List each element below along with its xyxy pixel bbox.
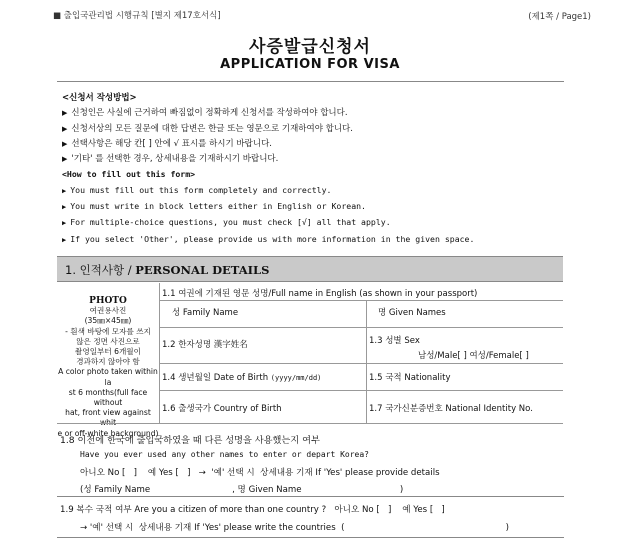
surname-field[interactable]: 성 Family Name (172, 308, 239, 318)
form-title-korean: 사증발급신청서 (249, 37, 371, 57)
photo-line: hat, front view against whit (65, 408, 151, 428)
photo-line: 않은 정면 사진으로 (76, 336, 140, 346)
grid-divider (366, 300, 367, 423)
question-1-8-names[interactable]: (성 Family Name , 명 Given Name ) (80, 485, 404, 495)
question-1-8-label: 1.8 이전에 한국에 출입국하였을 때 다른 성명을 사용했는지 여부 (60, 435, 320, 446)
question-1-8-english: Have you ever used any other names to enter or depart Korea? (80, 450, 369, 459)
bullet-icon: ▶ (62, 235, 67, 244)
instruction-item: ▶ 선택사항은 해당 칸[ ] 안에 √ 표시를 하시기 바랍니다. (62, 138, 272, 149)
grid-divider (159, 300, 563, 301)
question-rule (57, 496, 564, 497)
photo-line: A color photo taken within la (58, 367, 158, 387)
instruction-item: ▶ You must fill out this form completely and correctly. (62, 184, 332, 195)
photo-line: 촬영일부터 6개월이 (75, 347, 141, 357)
bullet-icon: ▶ (62, 155, 68, 164)
instruction-item: ▶ '기타' 를 선택한 경우, 상세내용을 기재하시기 바랍니다. (62, 154, 279, 165)
instruction-item: ▶ You must write in block letters either in English or Korean. (62, 201, 366, 212)
photo-line: - 흰색 바탕에 모자를 쓰지 (65, 326, 151, 336)
nationality-field[interactable]: 1.5 국적 Nationality (369, 373, 451, 383)
form-header-left: ■ 출입국관리법 시행규칙 [별지 제17호서식] (53, 11, 221, 21)
photo-line: e or off-white background) (57, 428, 159, 438)
field-label-sex: 1.3 성별 Sex (369, 336, 420, 346)
question-1-9-detail[interactable]: → '예' 선택 시 상세내용 기재 If 'Yes' please write the countries ( ) (80, 523, 510, 533)
photo-line: st 6 months(full face without (68, 387, 148, 408)
photo-line: 여권용사진 (89, 306, 127, 316)
dob-label: 1.4 생년월일 Date of Birth (162, 373, 269, 383)
instruction-item: ▶ 신청서상의 모든 질문에 대한 답변은 한글 또는 영문으로 기재하여야 합니다. (62, 123, 353, 134)
country-of-birth-field[interactable]: 1.6 출생국가 Country of Birth (162, 404, 282, 414)
section-title: PERSONAL DETAILS (135, 263, 270, 277)
sex-checkboxes[interactable]: 남성/Male[ ] 여성/Female[ ] (418, 351, 529, 361)
grid-bottom-rule (57, 423, 563, 424)
question-rule (57, 537, 564, 538)
grid-divider (159, 390, 563, 391)
page-indicator: (제1쪽 / Page1) (528, 12, 591, 22)
national-id-field[interactable]: 1.7 국가신분증번호 National Identity No. (369, 404, 533, 414)
section-personal-details-header (57, 256, 563, 282)
date-of-birth-field[interactable] (162, 371, 321, 383)
form-title-english: APPLICATION FOR VISA (220, 57, 400, 72)
bullet-icon: ▶ (62, 139, 68, 148)
bullet-icon: ▶ (62, 219, 67, 228)
instructions-en-title: <How to fill out this form> (62, 169, 196, 180)
bullet-icon: ▶ (62, 203, 67, 212)
title-rule (57, 81, 564, 82)
question-1-9-label[interactable]: 1.9 복수 국적 여부 Are you a citizen of more than one country ? 아니오 No [ ] 예 Yes [ ] (60, 505, 445, 515)
chinese-name-field[interactable]: 1.2 한자성명 漢字姓名 (162, 340, 248, 350)
instructions (62, 91, 562, 248)
photo-line: 경과하지 않아야 함 (76, 357, 140, 367)
grid-divider (159, 327, 563, 328)
instruction-item: ▶ 신청인은 사실에 근거하여 빠짐없이 정확하게 신청서를 작성하여야 합니다. (62, 108, 348, 119)
instruction-item: ▶ If you select 'Other', please provide us with more information in the given space. (62, 233, 475, 244)
instructions-ko-title: <신청서 작성방법> (62, 93, 137, 103)
bullet-icon: ▶ (62, 124, 68, 133)
dob-format: (yyyy/mm/dd) (270, 374, 322, 382)
bullet-icon: ▶ (62, 109, 68, 118)
field-label-full-name: 1.1 여권에 기재된 영문 성명/Full name in English (as shown in your passport) (162, 289, 478, 299)
bullet-icon: ▶ (62, 186, 67, 195)
section-number: 1. 인적사항 / (65, 263, 136, 277)
instruction-item: ▶ For multiple-choice questions, you must check [√] all that apply. (62, 217, 391, 228)
grid-divider (159, 363, 563, 364)
grid-divider (159, 283, 160, 423)
photo-title: PHOTO (89, 296, 127, 306)
given-names-field[interactable]: 명 Given Names (378, 308, 446, 318)
photo-box[interactable] (57, 296, 159, 439)
question-1-8-options[interactable]: 아니오 No [ ] 예 Yes [ ] → '예' 선택 시 상세내용 기재 If 'Yes' please provide details (80, 468, 440, 478)
photo-line: (35㎜×45㎜) (84, 316, 132, 326)
